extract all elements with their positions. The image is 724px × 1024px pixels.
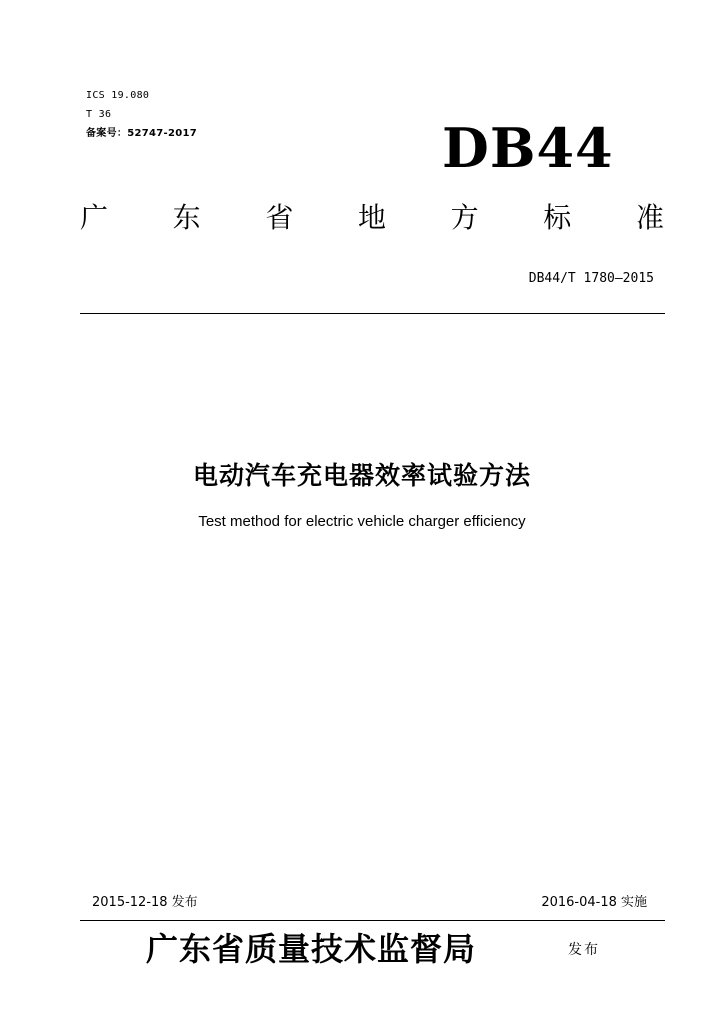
standard-type-char: 标 xyxy=(543,201,572,234)
standard-type-char: 地 xyxy=(357,201,386,234)
standard-number: DB44/T 1780—2015 xyxy=(528,271,654,286)
standard-type-char: 准 xyxy=(635,201,664,234)
standard-type-char: 省 xyxy=(265,201,294,234)
registration-number: 备案号：52747-2017 xyxy=(86,128,197,139)
document-title-english: Test method for electric vehicle charger efficiency xyxy=(198,513,526,530)
standard-code-logo: DB44 xyxy=(442,116,614,180)
standard-type-char: 广 xyxy=(80,201,109,234)
top-divider xyxy=(80,313,665,314)
implementation-date: 2016-04-18 实施 xyxy=(541,895,647,910)
classification-code: T 36 xyxy=(86,109,112,120)
bottom-divider xyxy=(80,920,665,921)
ics-code: ICS 19.080 xyxy=(86,90,150,101)
issue-date: 2015-12-18 发布 xyxy=(92,895,198,910)
issuing-label: 发布 xyxy=(568,942,600,958)
standard-type-char: 东 xyxy=(172,201,201,234)
standard-type-char: 方 xyxy=(450,201,479,234)
standard-type-heading xyxy=(80,198,664,238)
document-title-chinese: 电动汽车充电器效率试验方法 xyxy=(192,461,531,490)
issuing-authority: 广东省质量技术监督局 xyxy=(146,930,477,968)
